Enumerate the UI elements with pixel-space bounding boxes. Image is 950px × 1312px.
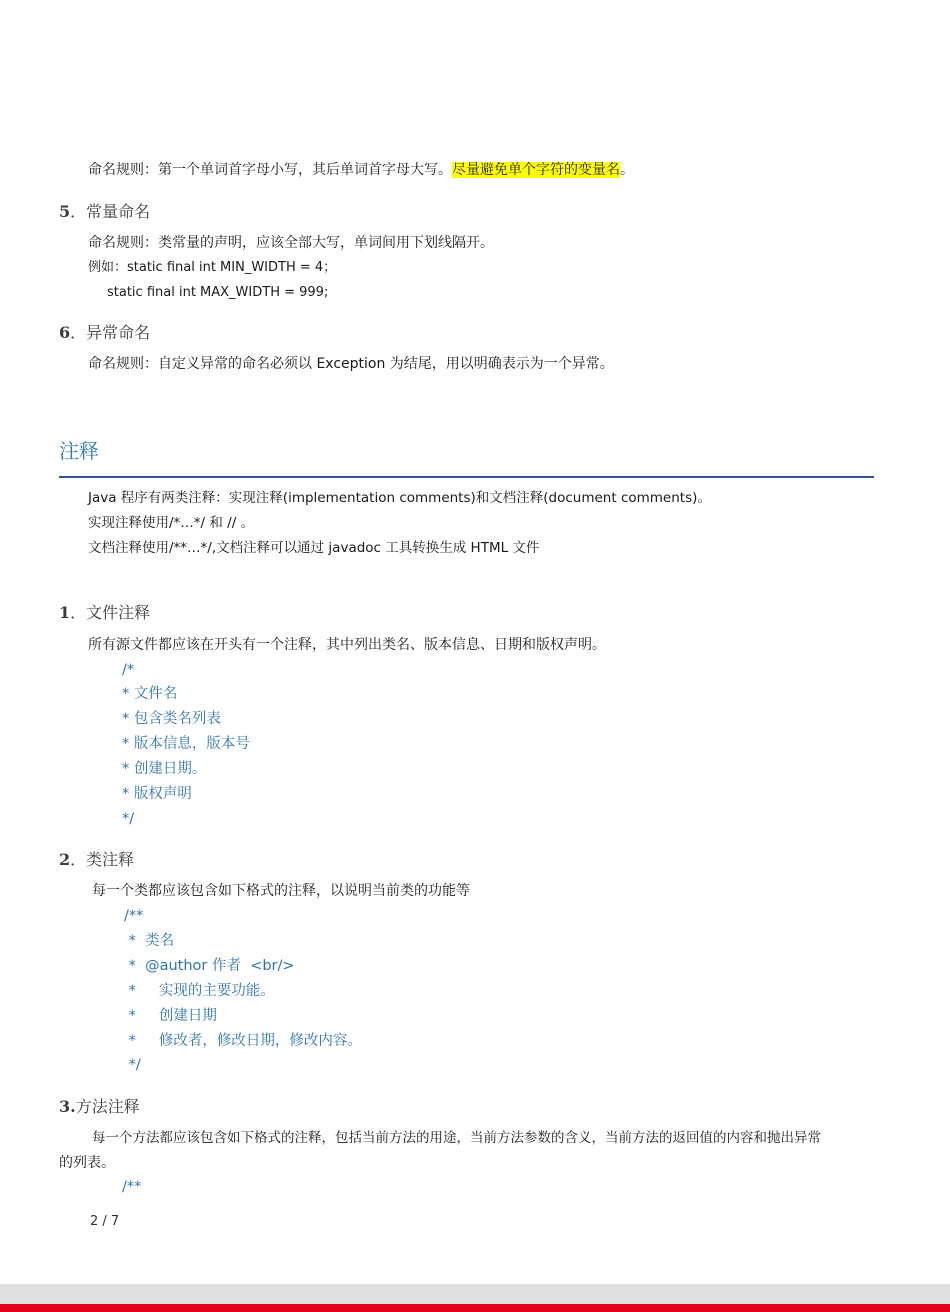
code-line: * 修改者，修改日期，修改内容。 xyxy=(124,1033,362,1049)
code-line: /** xyxy=(122,1179,142,1195)
code-line: * 创建日期。 xyxy=(122,761,207,777)
code-line: */ xyxy=(124,1057,141,1073)
file-comments-description: 所有源文件都应该在开头有一个注释，其中列出类名、版本信息、日期和版权声明。 xyxy=(88,637,606,653)
highlighted-text: 尽量避免单个字符的变量名 xyxy=(452,162,620,178)
exception-naming-rule: 命名规则：自定义异常的命名必须以 Exception 为结尾，用以明确表示为一个异常。 xyxy=(88,356,614,372)
comments-intro-3: 文档注释使用/**…*/,文档注释可以通过 javadoc 工具转换生成 HTML 文件 xyxy=(88,540,540,556)
rule-text: 命名规则：第一个单词首字母小写，其后单词首字母大写。 xyxy=(88,162,452,178)
section-heading-class-comments: 2．类注释 xyxy=(59,850,135,869)
section-heading-method-comments: 3.方法注释 xyxy=(59,1097,140,1116)
viewer-accent-strip xyxy=(0,1304,950,1312)
method-comments-description-cont: 的列表。 xyxy=(59,1155,115,1171)
constant-example-1: 例如：static final int MIN_WIDTH = 4； xyxy=(88,260,337,275)
constant-example-2: static final int MAX_WIDTH = 999; xyxy=(107,285,329,300)
code-line: * 版权声明 xyxy=(122,786,192,802)
section-heading-exception-naming: 6．异常命名 xyxy=(59,323,151,342)
code-line: * 实现的主要功能。 xyxy=(124,983,275,999)
code-line: * 类名 xyxy=(124,933,175,949)
variable-naming-rule xyxy=(88,160,634,180)
section-heading-file-comments: 1．文件注释 xyxy=(59,603,151,622)
code-line: * 文件名 xyxy=(122,686,178,702)
code-line: * 包含类名列表 xyxy=(122,711,221,727)
viewer-bottom-bar xyxy=(0,1284,950,1304)
page-number: 2 / 7 xyxy=(90,1214,120,1229)
rule-tail: 。 xyxy=(620,162,634,178)
title-divider xyxy=(59,476,874,478)
code-line: /* xyxy=(122,662,135,678)
code-line: * 版本信息，版本号 xyxy=(122,736,250,752)
code-line: * @author 作者 <br/> xyxy=(124,958,295,974)
code-line: */ xyxy=(122,811,135,827)
method-comments-description: 每一个方法都应该包含如下格式的注释，包括当前方法的用途，当前方法参数的含义，当前方法的返回值的内容和抛出异常 xyxy=(92,1130,821,1146)
class-comments-description: 每一个类都应该包含如下格式的注释，以说明当前类的功能等 xyxy=(92,883,470,899)
section-title-comments: 注释 xyxy=(59,439,99,463)
code-line: /** xyxy=(124,908,144,924)
section-heading-constant-naming: 5．常量命名 xyxy=(59,202,151,221)
comments-intro-1: Java 程序有两类注释：实现注释(implementation comments)和文档注释(document comments)。 xyxy=(88,490,711,506)
code-line: * 创建日期 xyxy=(124,1008,217,1024)
comments-intro-2: 实现注释使用/*…*/ 和 // 。 xyxy=(88,515,255,531)
constant-naming-rule: 命名规则：类常量的声明，应该全部大写，单词间用下划线隔开。 xyxy=(88,235,494,251)
